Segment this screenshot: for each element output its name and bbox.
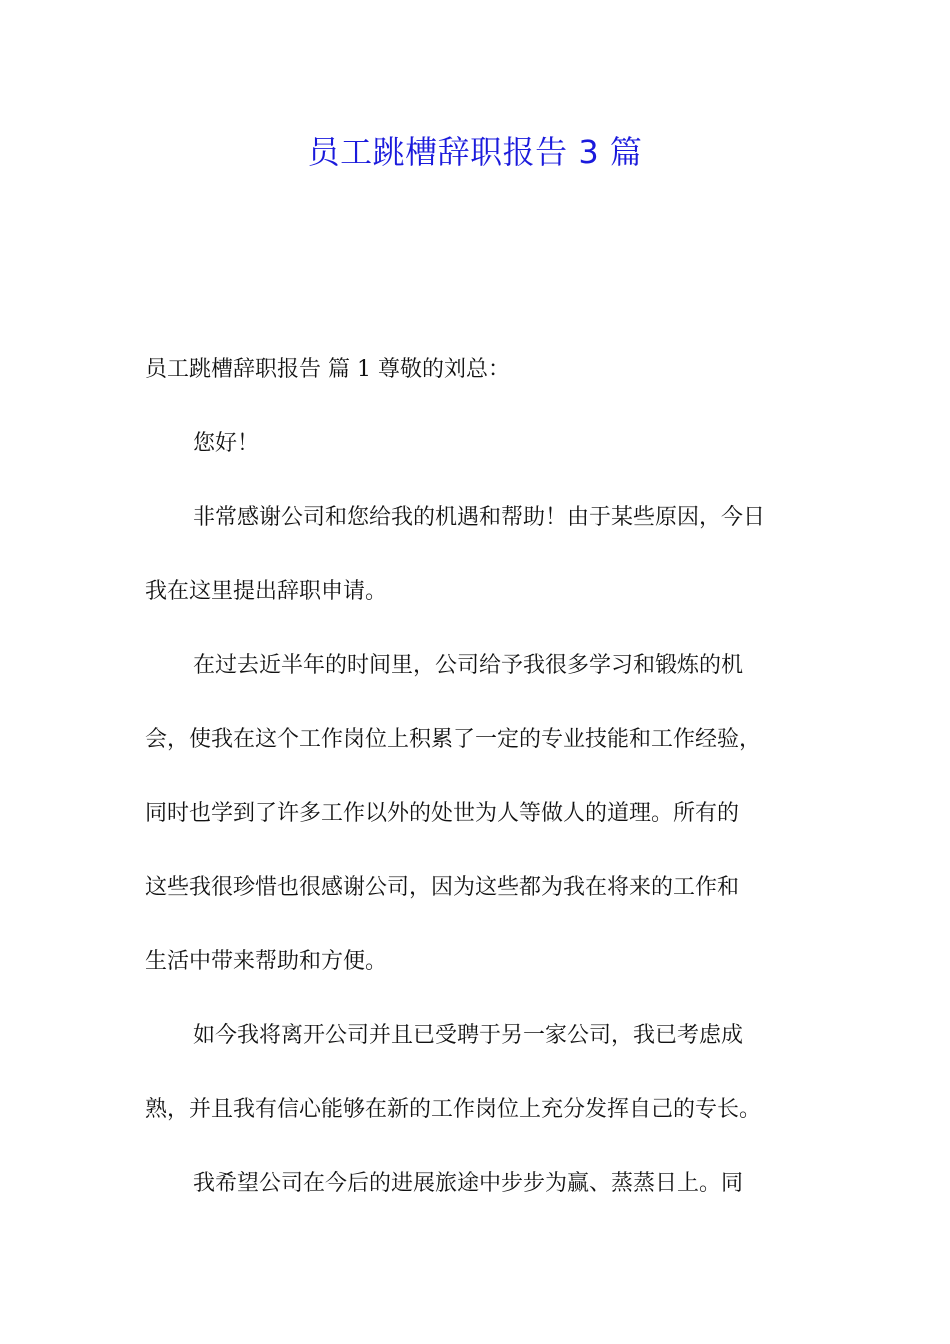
document-body	[145, 333, 835, 1221]
paragraph-line: 我在这里提出辞职申请。	[145, 579, 388, 604]
paragraph-line: 在过去近半年的时间里，公司给予我很多学习和锻炼的机	[193, 653, 744, 678]
paragraph-line: 熟，并且我有信心能够在新的工作岗位上充分发挥自己的专长。	[145, 1097, 762, 1122]
document-title: 员工跳槽辞职报告 3 篇	[307, 133, 643, 171]
paragraph-line: 会，使我在这个工作岗位上积累了一定的专业技能和工作经验，	[145, 727, 762, 752]
salutation-line: 员工跳槽辞职报告 篇 1 尊敬的刘总：	[145, 357, 510, 382]
paragraph-line: 这些我很珍惜也很感谢公司，因为这些都为我在将来的工作和	[145, 875, 740, 900]
paragraph-line: 非常感谢公司和您给我的机遇和帮助！由于某些原因，今日	[193, 505, 766, 530]
paragraph-line: 如今我将离开公司并且已受聘于另一家公司，我已考虑成	[193, 1023, 744, 1048]
greeting-line: 您好！	[193, 431, 260, 456]
paragraph-line: 生活中带来帮助和方便。	[145, 949, 388, 974]
paragraph-line: 我希望公司在今后的进展旅途中步步为赢、蒸蒸日上。同	[193, 1171, 744, 1196]
paragraph-line: 同时也学到了许多工作以外的处世为人等做人的道理。所有的	[145, 801, 740, 826]
